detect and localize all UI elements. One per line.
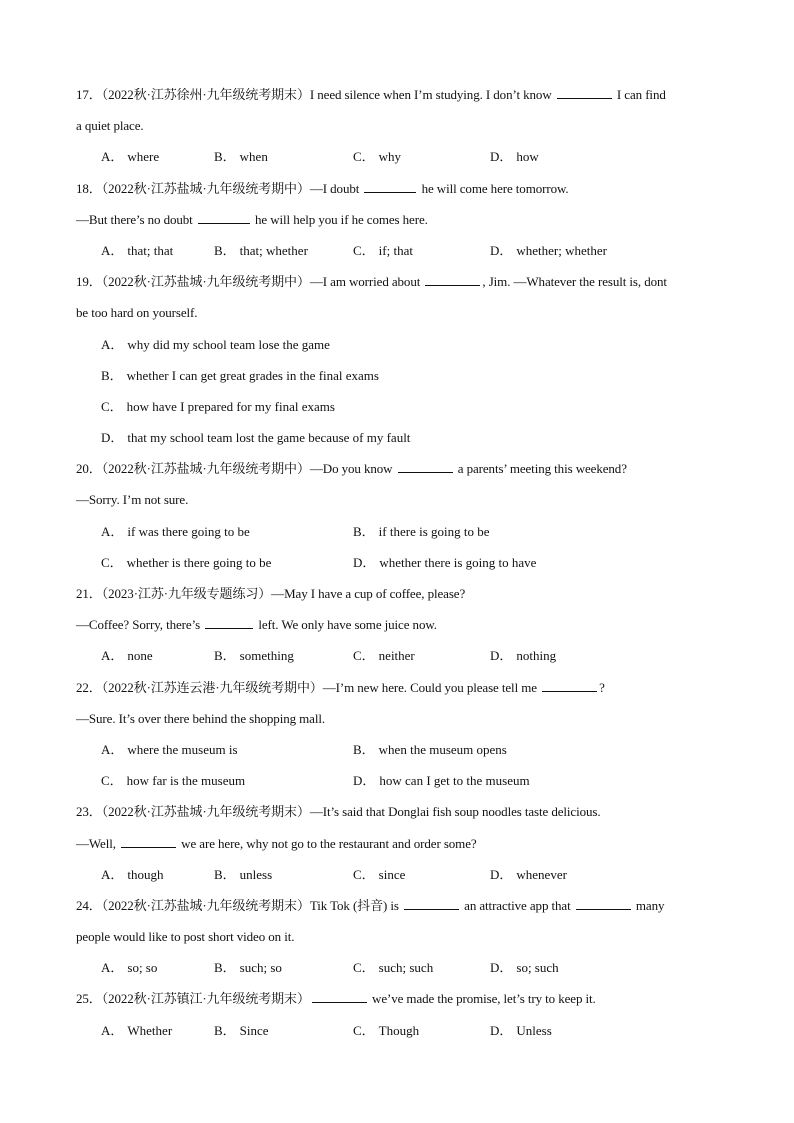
options-row [76, 952, 720, 983]
stem-text: left. We only have some juice now. [255, 617, 437, 633]
option-text: nothing [516, 648, 557, 664]
option-c[interactable] [353, 640, 415, 671]
question-source: （2022秋·江苏盐城·九年级统考期中） [101, 461, 310, 477]
option-letter: D． [490, 648, 513, 664]
options-row [76, 1015, 720, 1046]
option-text: so; such [516, 960, 559, 976]
option-d[interactable] [353, 547, 536, 578]
question-22 [76, 672, 720, 797]
option-letter: D． [101, 430, 124, 446]
answer-blank [404, 896, 459, 910]
option-text: if there is going to be [378, 523, 490, 539]
question-21 [76, 578, 720, 672]
answer-blank [398, 459, 453, 473]
question-23 [76, 796, 720, 890]
question-number: 17． [76, 87, 102, 102]
stem-text: a parents’ meeting this weekend? [454, 461, 627, 477]
option-c[interactable] [101, 547, 271, 578]
option-d[interactable] [76, 422, 720, 453]
stem-text: I can find [613, 87, 666, 102]
question-source: （2022秋·江苏盐城·九年级统考期末） [101, 804, 310, 820]
option-text: how can I get to the museum [379, 773, 530, 789]
stem-text: —Well, [76, 835, 120, 851]
question-17 [76, 79, 720, 173]
option-letter: D． [353, 773, 376, 789]
question-list [76, 79, 720, 1046]
option-b[interactable] [353, 734, 507, 765]
option-text: how have I prepared for my final exams [126, 398, 335, 414]
answer-blank [557, 85, 612, 99]
stem-continuation [76, 609, 720, 640]
question-number: 18． [76, 180, 102, 196]
option-letter: D． [353, 554, 376, 570]
question-number: 22． [76, 679, 102, 695]
option-letter: D． [490, 1022, 513, 1038]
stem-text: ? [599, 679, 605, 695]
option-letter: C． [101, 773, 123, 789]
question-source: （2022秋·江苏盐城·九年级统考期末） [101, 897, 310, 913]
option-letter: C． [101, 398, 123, 414]
option-letter: B． [214, 648, 236, 664]
stem-text: , Jim. —Whatever the result is, dont [482, 274, 667, 290]
option-a[interactable] [101, 640, 153, 671]
question-number: 21． [76, 586, 102, 601]
question-stem [76, 578, 720, 609]
option-letter: C． [353, 866, 375, 882]
option-text: that; that [127, 242, 174, 258]
question-19 [76, 266, 720, 453]
question-stem [76, 796, 720, 827]
answer-blank [121, 834, 176, 848]
stem-continuation: —Sorry. I’m not sure. [76, 492, 189, 508]
question-source: （2023·江苏·九年级专题练习） [101, 586, 272, 601]
option-text: if was there going to be [127, 523, 250, 539]
question-stem [76, 173, 720, 204]
stem-text: I need silence when I’m studying. I don’t know [309, 87, 555, 102]
option-text: why did my school team lose the game [127, 336, 330, 352]
option-text: that; whether [239, 242, 308, 258]
option-letter: A． [101, 523, 124, 539]
option-letter: C． [101, 554, 123, 570]
option-letter: B． [214, 242, 236, 258]
option-letter: A． [101, 1022, 124, 1038]
option-text: such; such [378, 960, 434, 976]
option-text: whether is there going to be [126, 554, 272, 570]
answer-blank [198, 210, 250, 224]
question-source: （2022秋·江苏徐州·九年级统考期末） [101, 87, 310, 102]
option-a[interactable] [76, 329, 720, 360]
answer-blank [205, 615, 253, 629]
option-letter: A． [101, 741, 124, 757]
stem-text: —I am worried about [309, 274, 424, 290]
option-a[interactable] [101, 235, 173, 266]
option-text: if; that [378, 242, 413, 258]
option-text: none [127, 648, 153, 664]
stem-text: an attractive app that [461, 897, 574, 913]
option-letter: D． [490, 149, 513, 165]
question-source: （2022秋·江苏盐城·九年级统考期中） [101, 274, 310, 290]
option-letter: A． [101, 149, 124, 165]
option-text: whether there is going to have [379, 554, 537, 570]
stem-text: —Coffee? Sorry, there’s [76, 617, 204, 633]
option-letter: B． [214, 960, 236, 976]
answer-blank [425, 272, 480, 286]
question-stem [76, 266, 720, 297]
option-letter: B． [353, 741, 375, 757]
option-text: why [378, 149, 402, 165]
option-d[interactable] [490, 235, 607, 266]
question-number: 20． [76, 461, 102, 477]
question-number: 23． [76, 804, 102, 820]
option-letter: C． [353, 648, 375, 664]
option-d[interactable] [490, 141, 539, 172]
option-text: so; so [127, 960, 158, 976]
stem-text: we are here, why not go to the restaurant and order some? [178, 835, 477, 851]
question-stem [76, 453, 720, 484]
question-source: （2022秋·江苏连云港·九年级统考期中） [101, 679, 323, 695]
stem-continuation: a quiet place. [76, 118, 144, 134]
options-row [76, 516, 720, 547]
option-a[interactable] [101, 734, 238, 765]
option-a[interactable] [101, 952, 157, 983]
option-b[interactable] [76, 360, 720, 391]
option-text: how far is the museum [126, 773, 246, 789]
option-letter: B． [214, 149, 236, 165]
answer-blank [542, 678, 597, 692]
option-b[interactable] [214, 640, 294, 671]
options-row [76, 859, 720, 890]
stem-text: —I’m new here. Could you please tell me [322, 679, 541, 695]
question-number: 24． [76, 897, 102, 913]
options-row [76, 235, 720, 266]
stem-continuation [76, 828, 720, 859]
option-text: Unless [516, 1022, 552, 1038]
option-letter: C． [353, 1022, 375, 1038]
option-text: though [127, 866, 164, 882]
option-letter: A． [101, 648, 124, 664]
option-a[interactable] [101, 141, 159, 172]
option-d[interactable] [490, 1015, 552, 1046]
option-c[interactable] [101, 765, 245, 796]
question-20 [76, 453, 720, 578]
question-25 [76, 983, 720, 1045]
question-stem [76, 672, 720, 703]
option-c[interactable] [353, 235, 413, 266]
stem-continuation: people would like to post short video on it. [76, 929, 295, 945]
option-text: such; so [239, 960, 282, 976]
option-b[interactable] [353, 516, 490, 547]
question-number: 19． [76, 274, 102, 290]
option-text: whenever [516, 866, 567, 882]
options-row [76, 734, 720, 765]
option-letter: B． [214, 1022, 236, 1038]
stem-text: he will help you if he comes here. [251, 211, 428, 227]
option-text: Since [239, 1022, 269, 1038]
option-letter: B． [353, 523, 375, 539]
option-text: that my school team lost the game because of my fault [127, 430, 411, 446]
option-text: whether I can get great grades in the final exams [126, 367, 379, 383]
option-text: something [239, 648, 294, 664]
stem-text: —Do you know [309, 461, 396, 477]
option-letter: B． [101, 367, 123, 383]
options-row [76, 765, 720, 796]
stem-text: —But there’s no doubt [76, 211, 196, 227]
option-b[interactable] [214, 141, 268, 172]
option-letter: A． [101, 960, 124, 976]
option-letter: D． [490, 866, 513, 882]
answer-blank [364, 179, 416, 193]
option-b[interactable] [214, 952, 282, 983]
option-text: when the museum opens [378, 741, 507, 757]
question-24 [76, 890, 720, 984]
stem-text: —It’s said that Donglai fish soup noodles taste delicious. [309, 804, 601, 820]
option-b[interactable] [214, 235, 308, 266]
option-b[interactable] [214, 1015, 269, 1046]
question-number: 25． [76, 991, 102, 1007]
stem-text: —May I have a cup of coffee, please? [271, 586, 466, 601]
question-18 [76, 173, 720, 267]
option-c[interactable] [76, 391, 720, 422]
option-d[interactable] [353, 765, 530, 796]
question-source: （2022秋·江苏镇江·九年级统考期末） [101, 991, 310, 1007]
stem-continuation: be too hard on yourself. [76, 305, 198, 321]
option-b[interactable] [214, 859, 272, 890]
stem-text: —I doubt [309, 180, 363, 196]
option-letter: C． [353, 149, 375, 165]
answer-blank [312, 989, 367, 1003]
option-c[interactable] [353, 859, 405, 890]
question-stem [76, 983, 720, 1014]
option-text: when [239, 149, 268, 165]
question-source: （2022秋·江苏盐城·九年级统考期中） [101, 180, 310, 196]
option-text: since [378, 866, 406, 882]
option-letter: C． [353, 242, 375, 258]
option-a[interactable] [101, 1015, 172, 1046]
stem-text: Tik Tok (抖音) is [309, 897, 402, 913]
option-letter: D． [490, 242, 513, 258]
question-stem [76, 79, 720, 110]
option-c[interactable] [353, 141, 401, 172]
options-row [76, 547, 720, 578]
option-letter: A． [101, 866, 124, 882]
option-letter: C． [353, 960, 375, 976]
option-letter: D． [490, 960, 513, 976]
option-text: unless [239, 866, 273, 882]
answer-blank [576, 896, 631, 910]
stem-text: we’ve made the promise, let’s try to keep it. [368, 991, 596, 1007]
option-text: where the museum is [127, 741, 238, 757]
option-letter: A． [101, 242, 124, 258]
stem-continuation: —Sure. It’s over there behind the shopping mall. [76, 710, 326, 726]
option-a[interactable] [101, 516, 250, 547]
option-text: how [516, 149, 539, 165]
stem-text: many [632, 897, 665, 913]
options-row [76, 640, 720, 671]
option-c[interactable] [353, 1015, 419, 1046]
option-a[interactable] [101, 859, 164, 890]
option-d[interactable] [490, 859, 567, 890]
option-letter: B． [214, 866, 236, 882]
options-row [76, 141, 720, 172]
option-d[interactable] [490, 952, 559, 983]
option-c[interactable] [353, 952, 433, 983]
option-text: neither [378, 648, 415, 664]
stem-continuation [76, 204, 720, 235]
option-letter: A． [101, 336, 124, 352]
stem-text: he will come here tomorrow. [418, 180, 569, 196]
option-text: whether; whether [516, 242, 607, 258]
option-text: Whether [127, 1022, 173, 1038]
option-text: Though [378, 1022, 420, 1038]
option-text: where [127, 149, 160, 165]
question-stem [76, 890, 720, 921]
option-d[interactable] [490, 640, 556, 671]
